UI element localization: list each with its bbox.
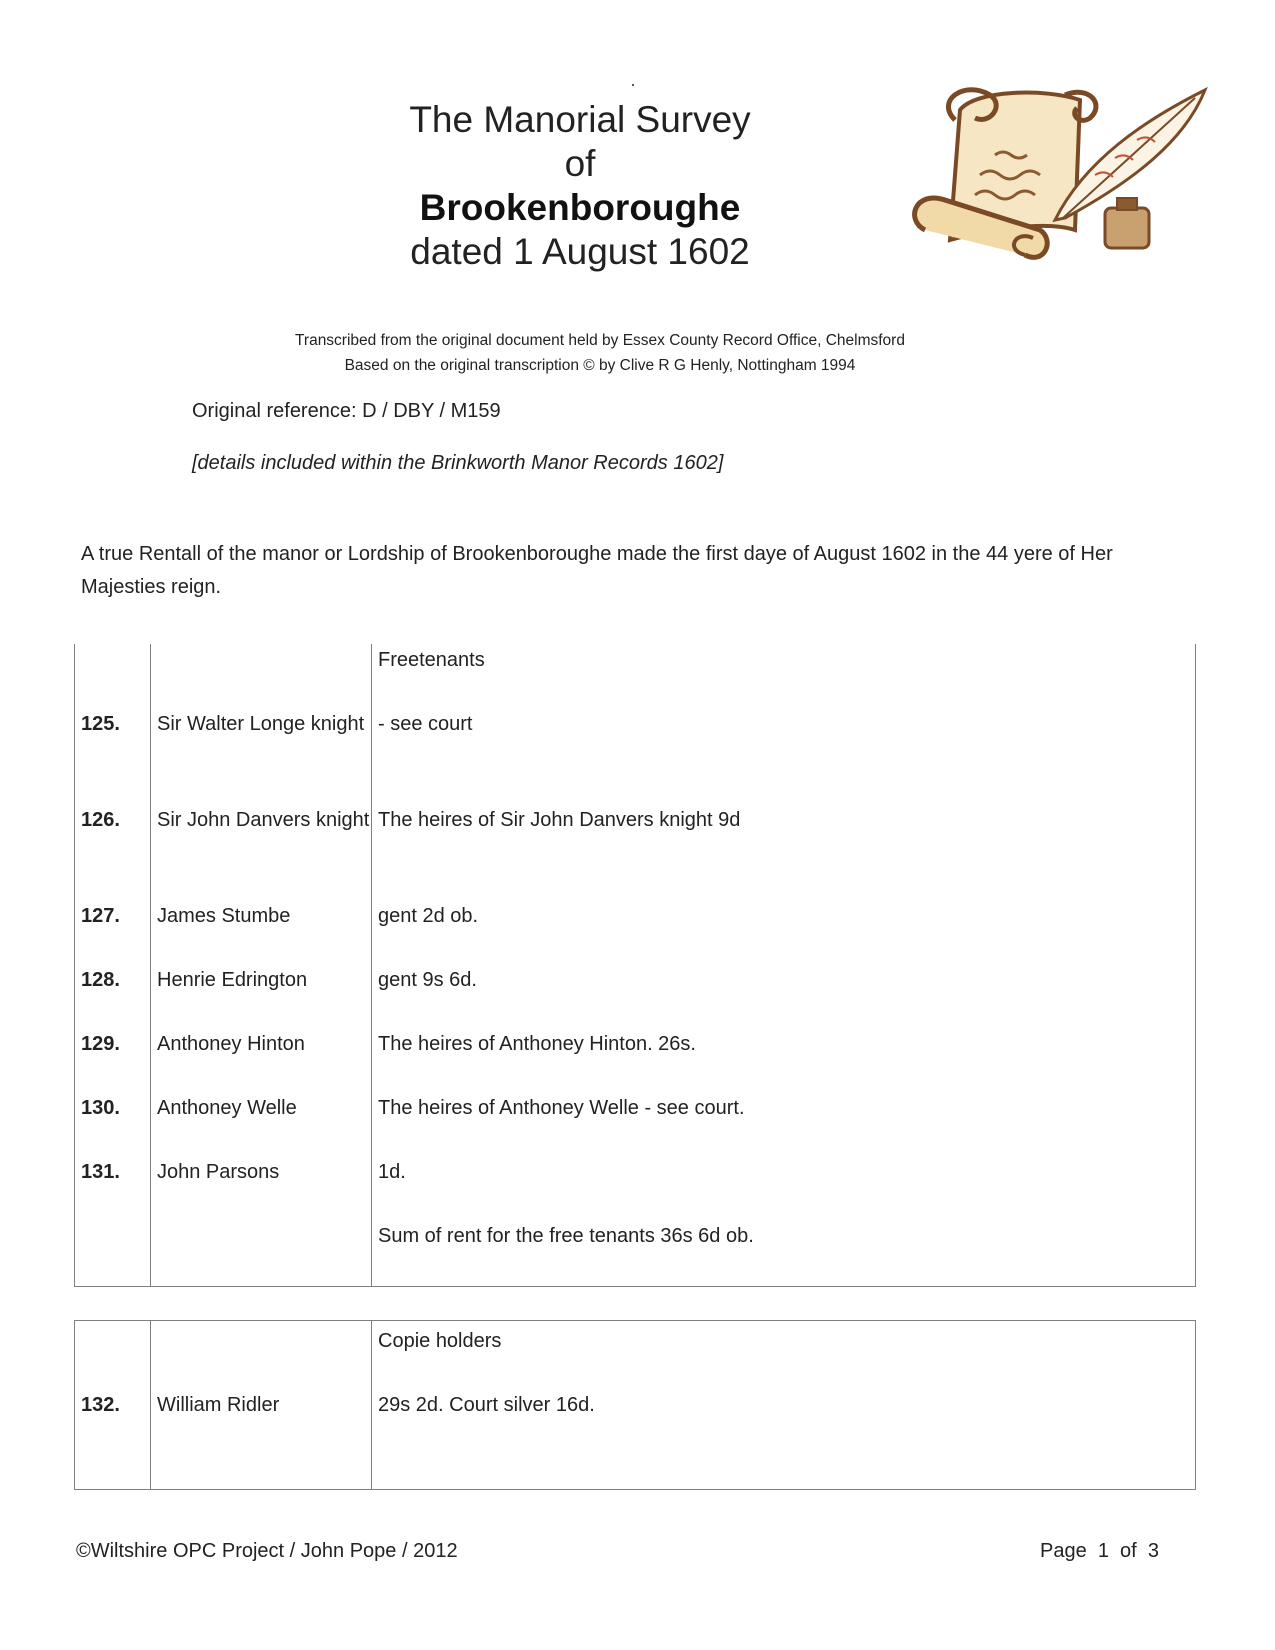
rent-detail: The heires of Anthoney Hinton. 26s.: [372, 1028, 1196, 1092]
footer-copyright: ©Wiltshire OPC Project / John Pope / 2012: [76, 1540, 458, 1562]
tenant-name: William Ridler: [151, 1389, 372, 1490]
tenant-name: John Parsons: [151, 1156, 372, 1220]
rent-detail: gent 2d ob.: [372, 900, 1196, 964]
table-row: [75, 964, 1196, 1028]
table-row: [75, 1028, 1196, 1092]
table-row: [75, 1092, 1196, 1156]
table-row: [75, 900, 1196, 964]
entry-number: 126.: [75, 804, 151, 900]
source-note: [200, 328, 1000, 378]
intro-paragraph: A true Rentall of the manor or Lordship of Brookenboroughe made the first daye of August 1602 in the 44 yere of Her Majesties reign.: [81, 543, 1113, 598]
based-on-line: Based on the original transcription © by Clive R G Henly, Nottingham 1994: [344, 357, 856, 374]
details-note: [details included within the Brinkworth Manor Records 1602]: [192, 452, 724, 474]
tenant-name: Henrie Edrington: [151, 964, 372, 1028]
tenant-name: Anthoney Welle: [151, 1092, 372, 1156]
rent-detail: 29s 2d. Court silver 16d.: [378, 1394, 595, 1416]
entry-number: 127.: [75, 900, 151, 964]
section-heading: Copie holders: [378, 1330, 502, 1352]
rent-detail: - see court: [372, 708, 1196, 804]
table-row: [75, 708, 1196, 804]
rent-detail: The heires of Sir John Danvers knight 9d: [372, 804, 1196, 900]
table-row: [75, 1156, 1196, 1220]
entry-number: 129.: [75, 1028, 151, 1092]
tenant-name: Sir John Danvers knight: [151, 804, 372, 900]
entry-number: 125.: [75, 708, 151, 804]
entry-number: 131.: [75, 1156, 151, 1220]
page-number: Page 1 of 3: [1040, 1540, 1159, 1562]
stray-dot: [632, 84, 634, 86]
rent-detail: 1d.: [372, 1156, 1196, 1220]
freetenants-table: [74, 644, 1196, 1287]
title-date: dated 1 August 1602: [410, 231, 750, 272]
tenant-name: James Stumbe: [151, 900, 372, 964]
entry-number: 132.: [75, 1389, 151, 1490]
rent-detail: The heires of Anthoney Welle - see court.: [372, 1092, 1196, 1156]
title-block: [360, 98, 800, 274]
scroll-and-quill-icon: [905, 80, 1215, 270]
rent-sum: Sum of rent for the free tenants 36s 6d ob.: [372, 1220, 1196, 1287]
tenant-name: Anthoney Hinton: [151, 1028, 372, 1092]
section-heading: Freetenants: [372, 644, 1196, 708]
entry-number: 130.: [75, 1092, 151, 1156]
transcribed-line: Transcribed from the original document held by Essex County Record Office, Chelmsford: [295, 332, 905, 349]
tenant-name: Sir Walter Longe knight: [151, 708, 372, 804]
table-row: [75, 804, 1196, 900]
rent-detail: gent 9s 6d.: [372, 964, 1196, 1028]
table-row: [75, 644, 1196, 708]
table-row: [75, 1321, 1196, 1390]
table-row: [75, 1389, 1196, 1490]
title-line-1: The Manorial Survey: [409, 99, 751, 140]
copieholders-table: [74, 1320, 1196, 1490]
entry-number: 128.: [75, 964, 151, 1028]
table-row: [75, 1220, 1196, 1287]
title-line-2: of: [564, 143, 596, 184]
title-place: Brookenboroughe: [419, 187, 741, 228]
original-reference: Original reference: D / DBY / M159: [192, 400, 501, 422]
